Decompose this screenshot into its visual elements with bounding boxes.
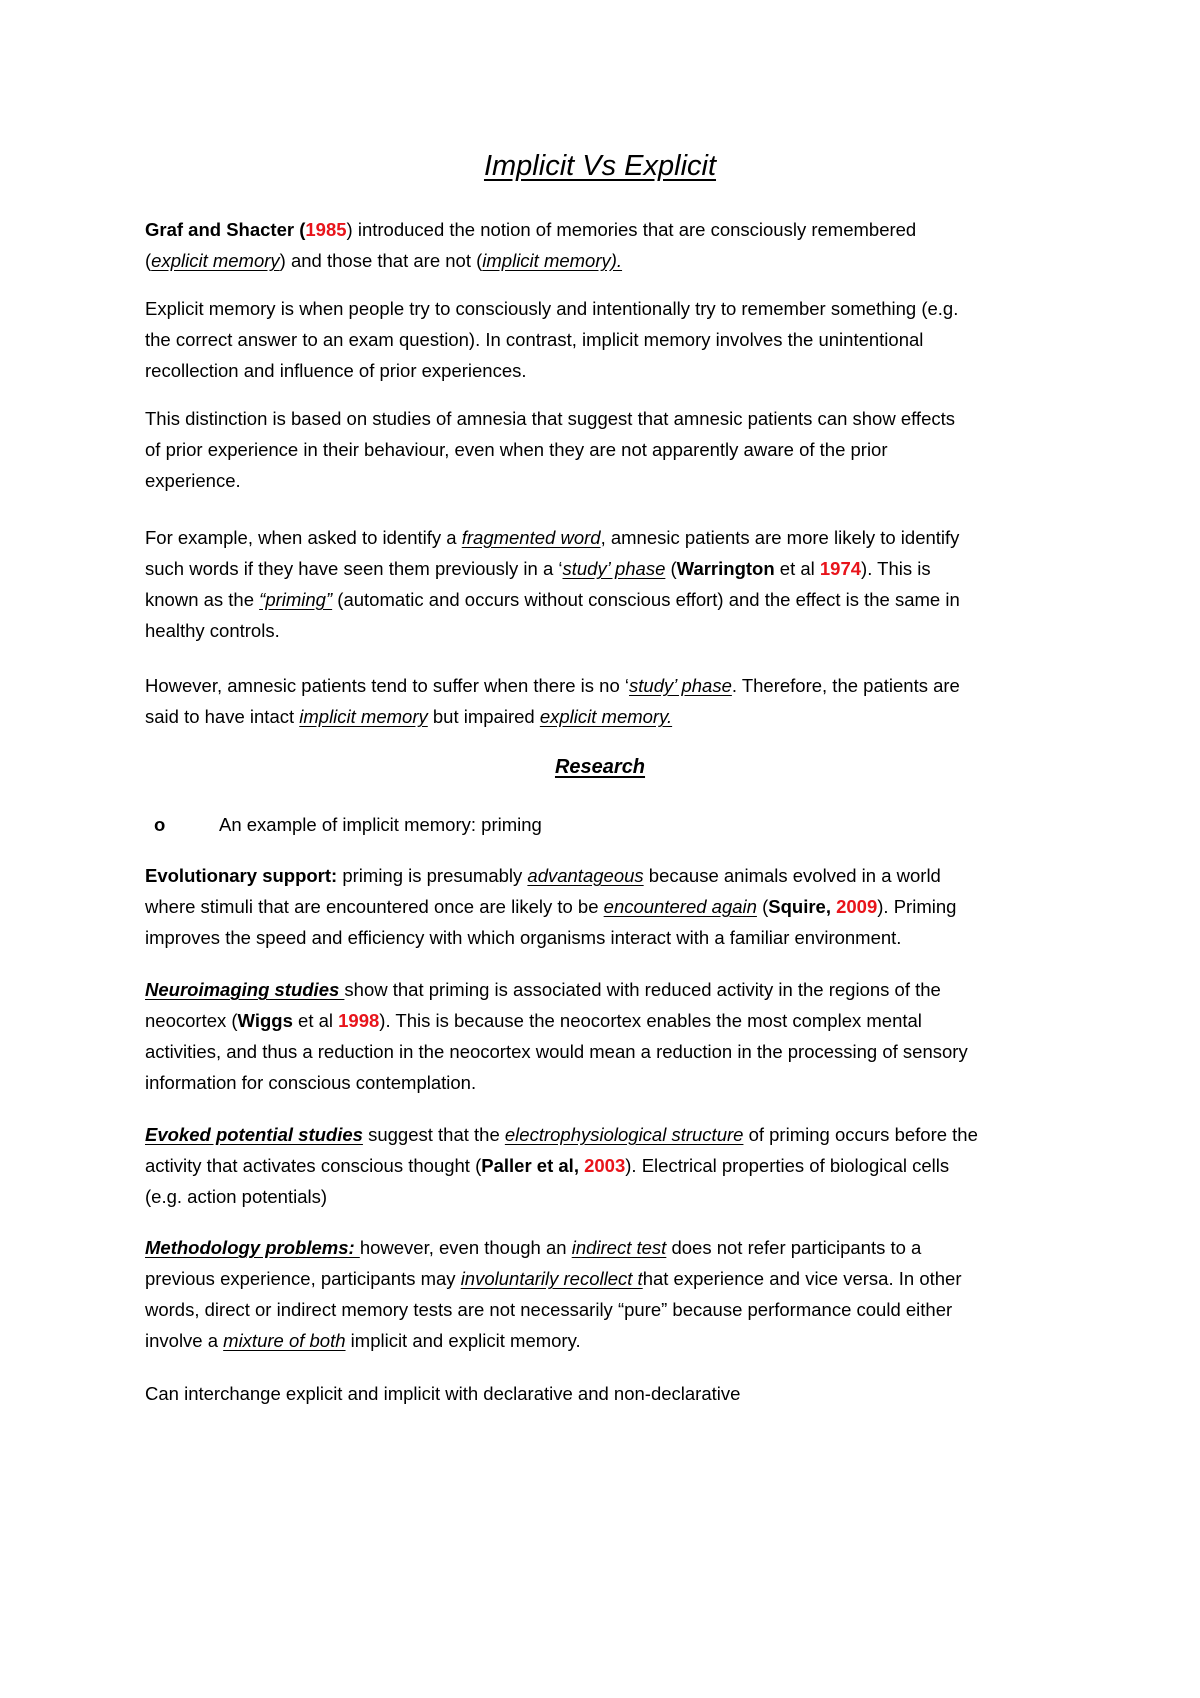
text-run: , amnesic patients are more likely to identify (600, 527, 960, 548)
key-term: fragmented word (461, 527, 601, 548)
paragraph-line (145, 1325, 1080, 1356)
paragraph-line: experience. (145, 470, 241, 491)
paragraph-line: (e.g. action potentials) (145, 1186, 328, 1207)
text-run: however, even though an (359, 1237, 572, 1258)
text-run: For example, when asked to identify a (145, 527, 462, 548)
bullet-text: An example of implicit memory: priming (219, 814, 542, 835)
key-term: electrophysiological structure (504, 1124, 744, 1145)
text-run: . Therefore, the patients are (731, 675, 960, 696)
paragraph-line (145, 891, 1080, 922)
citation-year: 1985 (305, 219, 347, 240)
paragraph-label: Evolutionary support: (145, 865, 338, 886)
key-term: explicit memory. (539, 706, 673, 727)
text-run: ( (756, 896, 769, 917)
citation-year: 2009 (836, 896, 878, 917)
paragraph-label: Methodology problems: (145, 1237, 360, 1258)
paragraph-line: the correct answer to an exam question). In contrast, implicit memory involves the unintentional (145, 329, 924, 350)
key-term: explicit memory (151, 250, 280, 271)
key-term: encountered again (603, 896, 757, 917)
text-run: ). This is because the neocortex enables the most complex mental (379, 1010, 922, 1031)
key-term: “priming” (259, 589, 333, 610)
paragraph-conclusion (145, 1378, 1080, 1409)
text-run: implicit and explicit memory. (345, 1330, 581, 1351)
citation-author: Graf and Shacter (145, 219, 295, 240)
paragraph-however (145, 670, 1080, 732)
text-run: does not refer participants to a (666, 1237, 922, 1258)
citation-author: Paller et al, (481, 1155, 585, 1176)
text-run: neocortex ( (145, 1010, 238, 1031)
paragraph-line (145, 1005, 1080, 1036)
text-run: show that priming is associated with reduced activity in the regions of the (344, 979, 941, 1000)
text-run: hat experience and vice versa. In other (642, 1268, 962, 1289)
text-run: of priming occurs before the (743, 1124, 978, 1145)
text-run: where stimuli that are encountered once are likely to be (145, 896, 604, 917)
text-run: but impaired (427, 706, 540, 727)
paragraph-line (145, 553, 1080, 584)
text-run: priming is presumably (337, 865, 528, 886)
paragraph-line (145, 522, 1080, 553)
key-term: study’ phase (629, 675, 732, 696)
citation-author: Wiggs (237, 1010, 293, 1031)
text-run: ) and those that are not ( (279, 250, 483, 271)
paragraph-methodology (145, 1232, 1080, 1356)
citation-year: 1998 (338, 1010, 380, 1031)
paragraph-line: Can interchange explicit and implicit with declarative and non-declarative (145, 1383, 741, 1404)
text-run: ). Priming (877, 896, 957, 917)
paragraph-line (145, 1263, 1080, 1294)
paragraph-line: Explicit memory is when people try to consciously and intentionally try to remember something (e.g. (145, 298, 959, 319)
section-heading-research: Research (554, 756, 646, 778)
text-run: ) introduced the notion of memories that are consciously remembered (346, 219, 917, 240)
paragraph-example (145, 522, 1080, 646)
paragraph-line: information for conscious contemplation. (145, 1072, 477, 1093)
paragraph-line (145, 1150, 1080, 1181)
key-term: implicit memory (299, 706, 428, 727)
key-term: mixture of both (223, 1330, 346, 1351)
text-run: activity that activates conscious thought ( (145, 1155, 482, 1176)
citation-author: Squire, (768, 896, 837, 917)
key-term: study’ phase (562, 558, 666, 579)
paragraph-line: healthy controls. (145, 620, 280, 641)
citation-year: 1974 (819, 558, 862, 579)
bullet-marker: o (154, 814, 166, 835)
paragraph-line (145, 974, 1080, 1005)
paragraph-line: words, direct or indirect memory tests are not necessarily “pure” because performance could either (145, 1299, 953, 1320)
paragraph-line: of prior experience in their behaviour, even when they are not apparently aware of the prior (145, 439, 888, 460)
paragraph-line (145, 670, 1080, 701)
paragraph-evolutionary-support (145, 860, 1080, 953)
text-run: previous experience, participants may (145, 1268, 461, 1289)
paragraph-line (145, 245, 1080, 276)
paragraph-amnesia (145, 403, 1080, 496)
document-title: Implicit Vs Explicit (483, 150, 717, 182)
key-term: indirect test (571, 1237, 667, 1258)
paragraph-line (145, 1232, 1080, 1263)
text-run: ( (145, 250, 152, 271)
paragraph-evoked-potential (145, 1119, 1080, 1212)
paragraph-line (145, 584, 1080, 615)
text-run: ( (294, 219, 306, 240)
paragraph-line: This distinction is based on studies of amnesia that suggest that amnesic patients can show effects (145, 408, 955, 429)
text-run: However, amnesic patients tend to suffer when there is no ‘ (145, 675, 630, 696)
text-run: ). Electrical properties of biological cells (625, 1155, 950, 1176)
key-term: involuntarily recollect t (460, 1268, 643, 1289)
paragraph-intro (145, 214, 1080, 276)
text-run: ( (665, 558, 677, 579)
text-run: known as the (145, 589, 260, 610)
text-run: such words if they have seen them previously in a ‘ (145, 558, 563, 579)
text-run: et al (774, 558, 820, 579)
paragraph-line: recollection and influence of prior experiences. (145, 360, 527, 381)
paragraph-neuroimaging (145, 974, 1080, 1098)
text-run: involve a (145, 1330, 224, 1351)
text-run: et al (292, 1010, 339, 1031)
key-term: implicit memory). (482, 250, 623, 271)
citation-year: 2003 (584, 1155, 626, 1176)
text-run: suggest that the (362, 1124, 505, 1145)
text-run: said to have intact (145, 706, 300, 727)
paragraph-line (145, 860, 1080, 891)
paragraph-line (145, 214, 1080, 245)
paragraph-definition (145, 293, 1080, 386)
paragraph-line: improves the speed and efficiency with which organisms interact with a familiar environment. (145, 927, 902, 948)
paragraph-label: Evoked potential studies (145, 1124, 363, 1145)
bullet-item (154, 809, 542, 840)
paragraph-line (145, 701, 1080, 732)
paragraph-line: activities, and thus a reduction in the neocortex would mean a reduction in the processing of sensory (145, 1041, 968, 1062)
text-run: (automatic and occurs without conscious effort) and the effect is the same in (332, 589, 960, 610)
paragraph-label: Neuroimaging studies (145, 979, 345, 1000)
key-term: advantageous (527, 865, 644, 886)
paragraph-line (145, 1119, 1080, 1150)
text-run: ). This is (861, 558, 931, 579)
citation-author: Warrington (676, 558, 775, 579)
text-run: because animals evolved in a world (643, 865, 941, 886)
